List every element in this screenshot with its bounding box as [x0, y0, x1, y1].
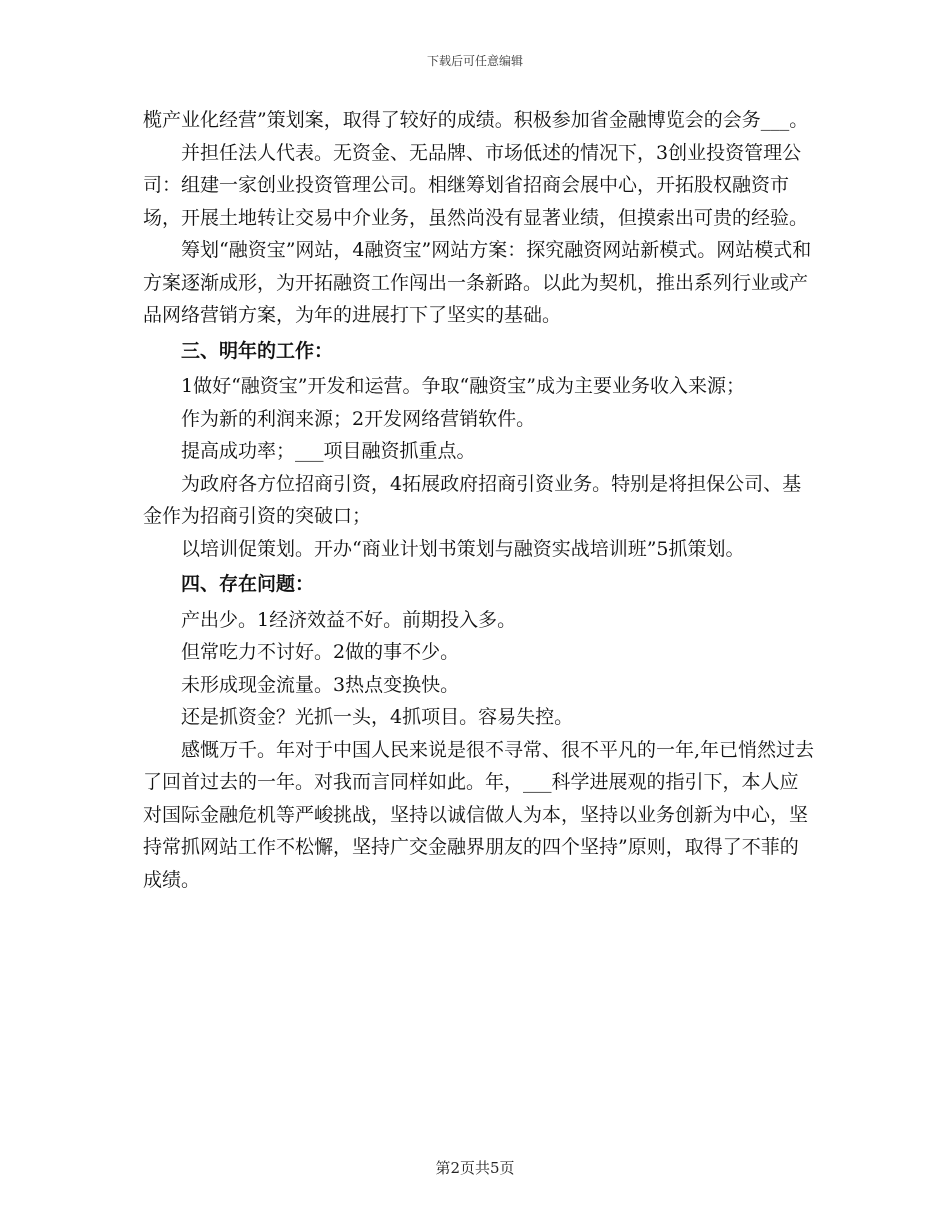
paragraph: 筹划“融资宝”网站，4融资宝”网站方案：探究融资网站新模式。网站模式和方案逐渐成形，为开拓融资工作闯出一条新路。以此为契机，推出系列行业或产品网络营销方案，为年的进展打下了坚实的基础。 [143, 239, 812, 326]
paragraph: 提高成功率；___项目融资抓重点。 [181, 440, 476, 462]
paragraph: 并担任法人代表。无资金、无品牌、市场低述的情况下，3创业投资管理公司：组建一家创业投资管理公司。相继筹划省招商会展中心，开拓股权融资市场，开展土地转让交易中介业务，虽然尚没有显著业绩，但摸索出可贵的经验。 [143, 141, 809, 229]
paragraph: 但常吃力不讨好。2做的事不少。 [181, 641, 460, 663]
page-footer: 第2页共5页 [435, 1159, 515, 1177]
paragraph: 以培训促策划。开办“商业计划书策划与融资实战培训班”5抓策划。 [181, 537, 745, 560]
paragraph: 还是抓资金？光抓一头，4抓项目。容易失控。 [181, 706, 574, 728]
paragraph: 1做好“融资宝”开发和运营。争取“融资宝”成为主要业务收入来源； [181, 375, 745, 397]
page-header: 下载后可任意编辑 [426, 54, 523, 68]
paragraph: 榄产业化经营”策划案，取得了较好的成绩。积极参加省金融博览会的会务___。 [143, 109, 809, 131]
paragraph: 为政府各方位招商引资，4拓展政府招商引资业务。特别是将担保公司、基金作为招商引资的突破口； [143, 472, 802, 527]
paragraph: 产出少。1经济效益不好。前期投入多。 [181, 608, 517, 631]
section-heading: 三、明年的工作： [181, 339, 334, 362]
document-body [143, 104, 815, 896]
paragraph: 感慨万千。年对于中国人民来说是很不寻常、很不平凡的一年,年已悄然过去了回首过去的一年。对我而言同样如此。年，___科学进展观的指引下，本人应对国际金融危机等严峻挑战，坚持以诚信做人为本，坚持以业务创新为中心，坚持常抓网站工作不松懈，坚持广交金融界朋友的四个坚持”原则，取得了不菲的成绩。 [143, 738, 815, 891]
section-heading: 四、存在问题： [181, 573, 315, 595]
paragraph: 作为新的利润来源；2开发网络营销软件。 [181, 407, 536, 430]
paragraph: 未形成现金流量。3热点变换快。 [181, 673, 460, 696]
